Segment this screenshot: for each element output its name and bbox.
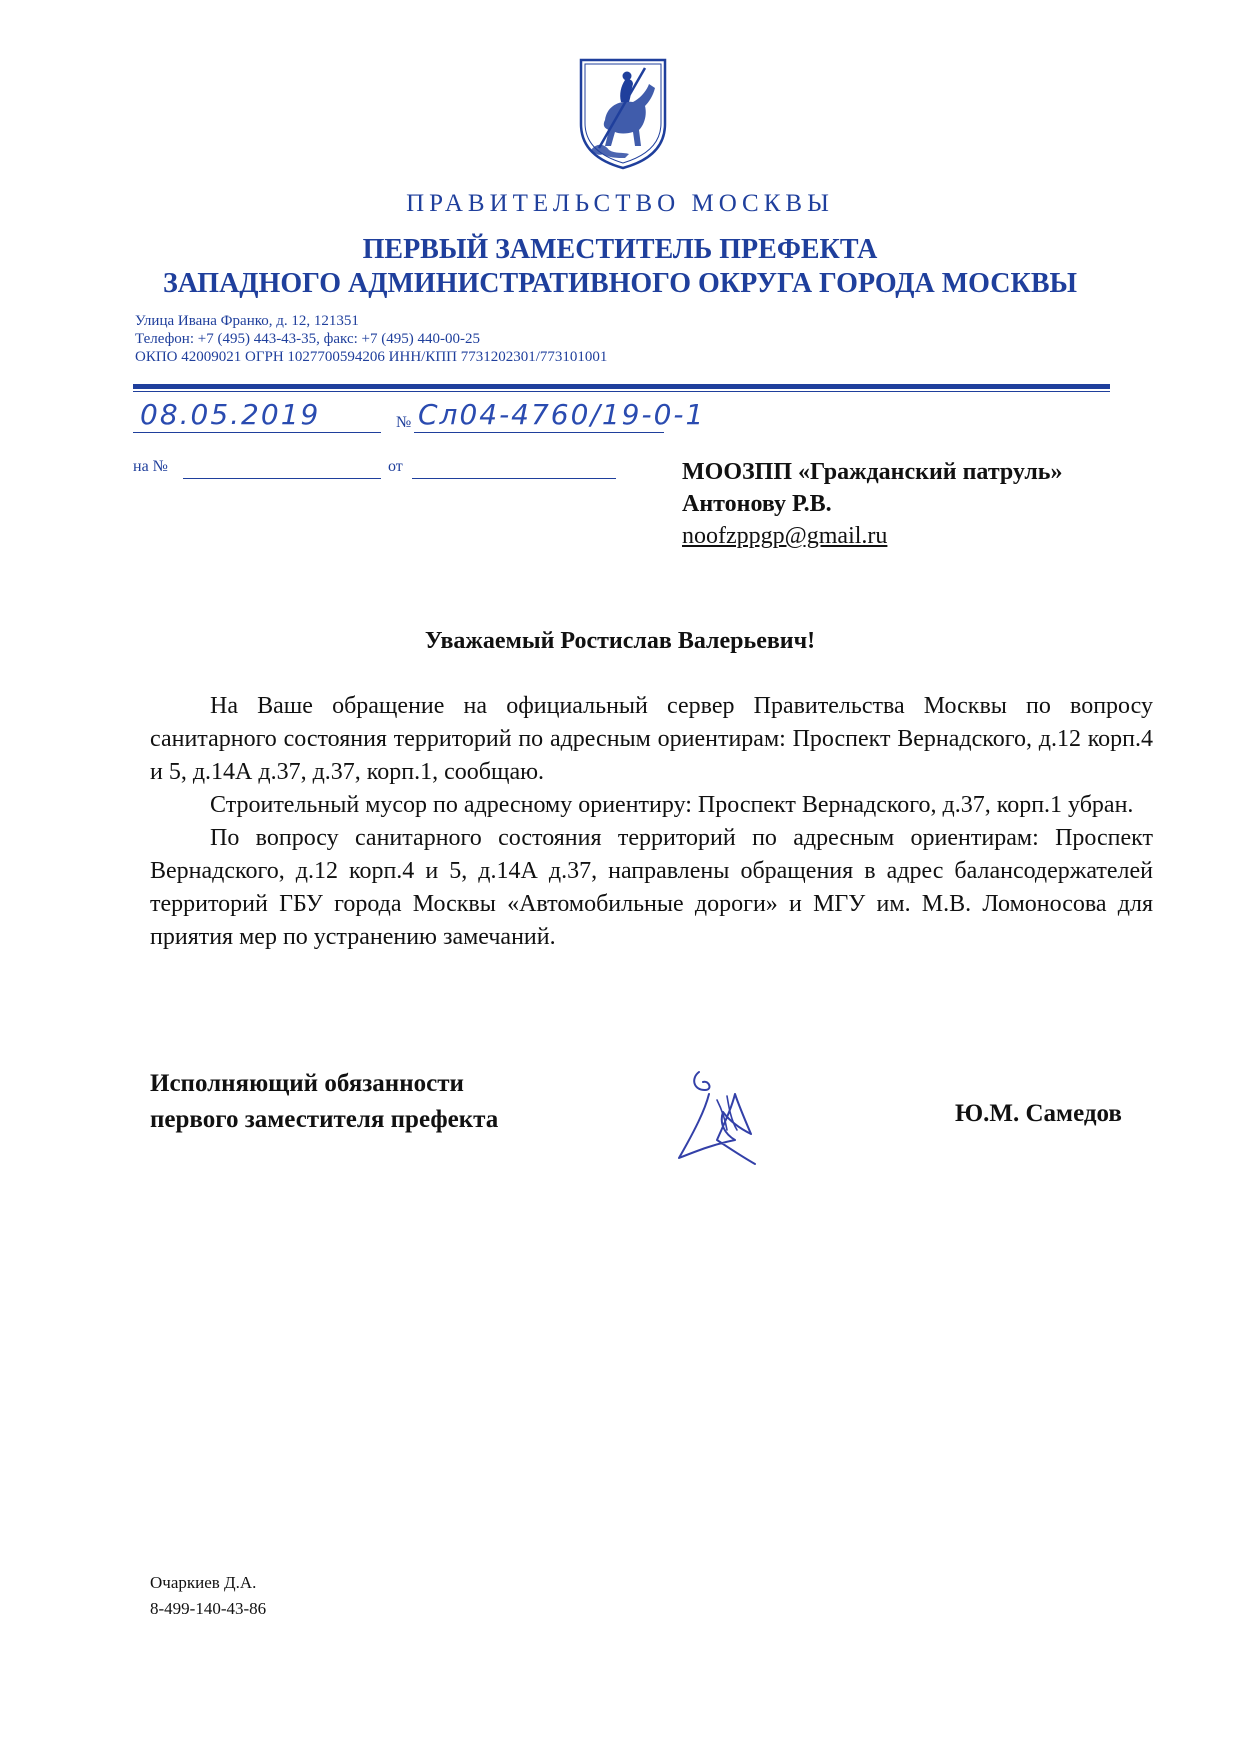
letterhead-contacts [135,312,607,366]
signatory-title-line2: первого заместителя префекта [150,1106,499,1133]
body-paragraph: По вопросу санитарного состояния территорий по адресным ориентирам: Проспект Вернадского, д.12 корп.4 и 5, д.14А д.37, направлены обращения в адрес балансодержателей территорий ГБУ города Москвы «Автомобильные дороги» и МГУ им. М.В. Ломоносова для приятия мер по устранению замечаний. [150,825,1153,950]
government-name: ПРАВИТЕЛЬСТВО МОСКВЫ [406,190,834,217]
reference-number-label: на № [133,458,168,475]
letter-greeting: Уважаемый Ростислав Валерьевич! [424,628,816,654]
handwritten-signature [665,1060,785,1175]
signatory-title [150,1066,498,1138]
signatory-name: Ю.М. Самедов [955,1100,1122,1127]
codes-line: ОКПО 42009021 ОГРН 1027700594206 ИНН/КПП 7731202301/773101001 [135,349,608,365]
department-title-line1: ПЕРВЫЙ ЗАМЕСТИТЕЛЬ ПРЕФЕКТА [362,234,878,265]
reference-from-label: от [388,458,403,475]
recipient-name: Антонову Р.В. [682,491,832,517]
letter-body [150,690,1153,954]
department-title-line2: ЗАПАДНОГО АДМИНИСТРАТИВНОГО ОКРУГА ГОРОДА МОСКВЫ [162,268,1077,299]
address-line: Улица Ивана Франко, д. 12, 121351 [135,313,359,329]
letterhead-divider-thin [133,391,1110,392]
recipient-email[interactable]: noofzppgp@gmail.ru [682,523,888,549]
letterhead-divider-thick [133,384,1110,389]
recipient-block [682,456,1062,552]
recipient-organization: МООЗПП «Гражданский патруль» [682,459,1063,485]
number-underline [414,432,664,433]
executor-info [150,1570,266,1622]
executor-phone: 8-499-140-43-86 [150,1599,267,1618]
reference-number-underline [183,478,381,479]
signatory-title-line1: Исполняющий обязанности [150,1070,464,1097]
date-underline [133,432,381,433]
number-label: № [396,414,412,431]
registration-number: Сл04-4760/19-0-1 [418,398,706,431]
executor-name: Очаркиев Д.А. [150,1573,257,1592]
body-paragraph: На Ваше обращение на официальный сервер Правительства Москвы по вопросу санитарного состояния территорий по адресным ориентирам: Проспект Вернадского, д.12 корп.4 и 5, д.14А д.37, д.37, корп.1, сообщаю. [150,693,1153,785]
registration-date: 08.05.2019 [140,398,321,431]
reference-from-underline [412,478,616,479]
body-paragraph: Строительный мусор по адресному ориентиру: Проспект Вернадского, д.37, корп.1 убран. [210,792,1134,818]
moscow-coat-of-arms-icon [575,54,671,172]
phone-line: Телефон: +7 (495) 443-43-35, факс: +7 (495) 440-00-25 [135,331,480,347]
